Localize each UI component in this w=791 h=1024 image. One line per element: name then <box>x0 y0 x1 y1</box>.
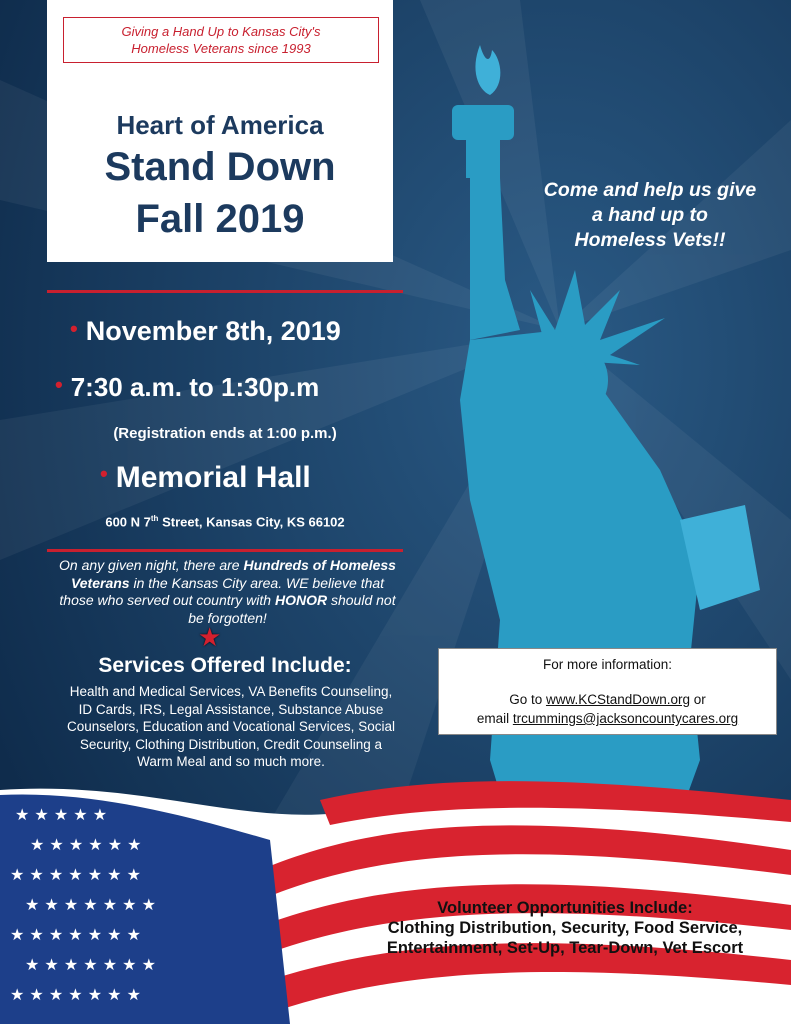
address-sup: th <box>150 514 159 523</box>
callout-line: Homeless Vets!! <box>574 229 726 251</box>
event-time: • 7:30 a.m. to 1:30p.m <box>55 372 320 402</box>
event-venue: • Memorial Hall <box>100 461 311 494</box>
title-line-2: Stand Down <box>104 145 336 189</box>
info-box <box>438 648 777 735</box>
email-link[interactable]: trcummings@jacksoncountycares.org <box>512 711 739 726</box>
info-text: email <box>476 711 513 726</box>
event-address <box>47 514 403 529</box>
callout-text <box>515 178 785 253</box>
svg-text:★ ★ ★ ★ ★ ★ ★: ★ ★ ★ ★ ★ ★ ★ <box>10 865 141 884</box>
callout-line: Come and help us give <box>543 179 757 201</box>
website-link[interactable]: www.KCStandDown.org <box>545 692 691 707</box>
address-text: Street, Kansas City, KS 66102 <box>158 514 345 530</box>
callout-line: a hand up to <box>592 204 708 226</box>
svg-text:★ ★ ★ ★ ★ ★ ★: ★ ★ ★ ★ ★ ★ ★ <box>25 955 156 974</box>
services-heading: Services Offered Include: <box>98 654 352 677</box>
tagline-line: Giving a Hand Up to Kansas City's <box>121 24 321 39</box>
divider <box>47 290 403 293</box>
intro-bold: Hundreds of Homeless Veterans <box>70 557 396 591</box>
svg-text:★ ★ ★ ★ ★: ★ ★ ★ ★ ★ <box>15 805 108 824</box>
svg-text:★ ★ ★ ★ ★ ★: ★ ★ ★ ★ ★ ★ <box>30 835 142 854</box>
intro-text: in the Kansas City area. WE believe that those who served out country with <box>59 574 385 608</box>
svg-text:★ ★ ★ ★ ★ ★ ★: ★ ★ ★ ★ ★ ★ ★ <box>25 895 156 914</box>
info-text: Go to <box>509 692 546 707</box>
title-panel <box>47 0 393 262</box>
divider <box>47 549 403 552</box>
svg-text:★ ★ ★ ★ ★ ★ ★: ★ ★ ★ ★ ★ ★ ★ <box>10 985 141 1004</box>
tagline-line: Homeless Veterans since 1993 <box>131 41 311 56</box>
intro-paragraph <box>55 557 400 627</box>
title-line-1: Heart of America <box>116 110 324 140</box>
volunteer-heading: Volunteer Opportunities Include: <box>437 899 693 917</box>
intro-text: On any given night, there are <box>59 557 244 573</box>
time-text: 7:30 a.m. to 1:30p.m <box>70 372 320 402</box>
star-icon: ★ <box>198 622 222 652</box>
event-date: • November 8th, 2019 <box>70 316 341 346</box>
registration-note: (Registration ends at 1:00 p.m.) <box>113 425 337 442</box>
intro-text: should not be forgotten! <box>188 592 396 626</box>
address-text: 600 N 7 <box>105 514 151 530</box>
title-line-3: Fall 2019 <box>135 197 305 241</box>
info-text: or <box>690 692 706 707</box>
volunteer-section <box>360 898 770 958</box>
venue-text: Memorial Hall <box>115 461 311 494</box>
info-heading: For more information: <box>542 657 673 672</box>
services-list: Health and Medical Services, VA Benefits Counseling, ID Cards, IRS, Legal Assistance, Substance Abuse Counselors, Education and Vocational Services, Social Security, Clothing Distribution, Credit Counseling a Warm Meal and so much more. <box>67 684 395 769</box>
tagline-box <box>63 17 379 63</box>
volunteer-list: Clothing Distribution, Security, Food Service, Entertainment, Set-Up, Tear-Down, Vet Escort <box>386 919 744 957</box>
date-text: November 8th, 2019 <box>85 316 341 346</box>
svg-text:★ ★ ★ ★ ★ ★ ★: ★ ★ ★ ★ ★ ★ ★ <box>10 925 141 944</box>
intro-bold: HONOR <box>274 592 328 608</box>
